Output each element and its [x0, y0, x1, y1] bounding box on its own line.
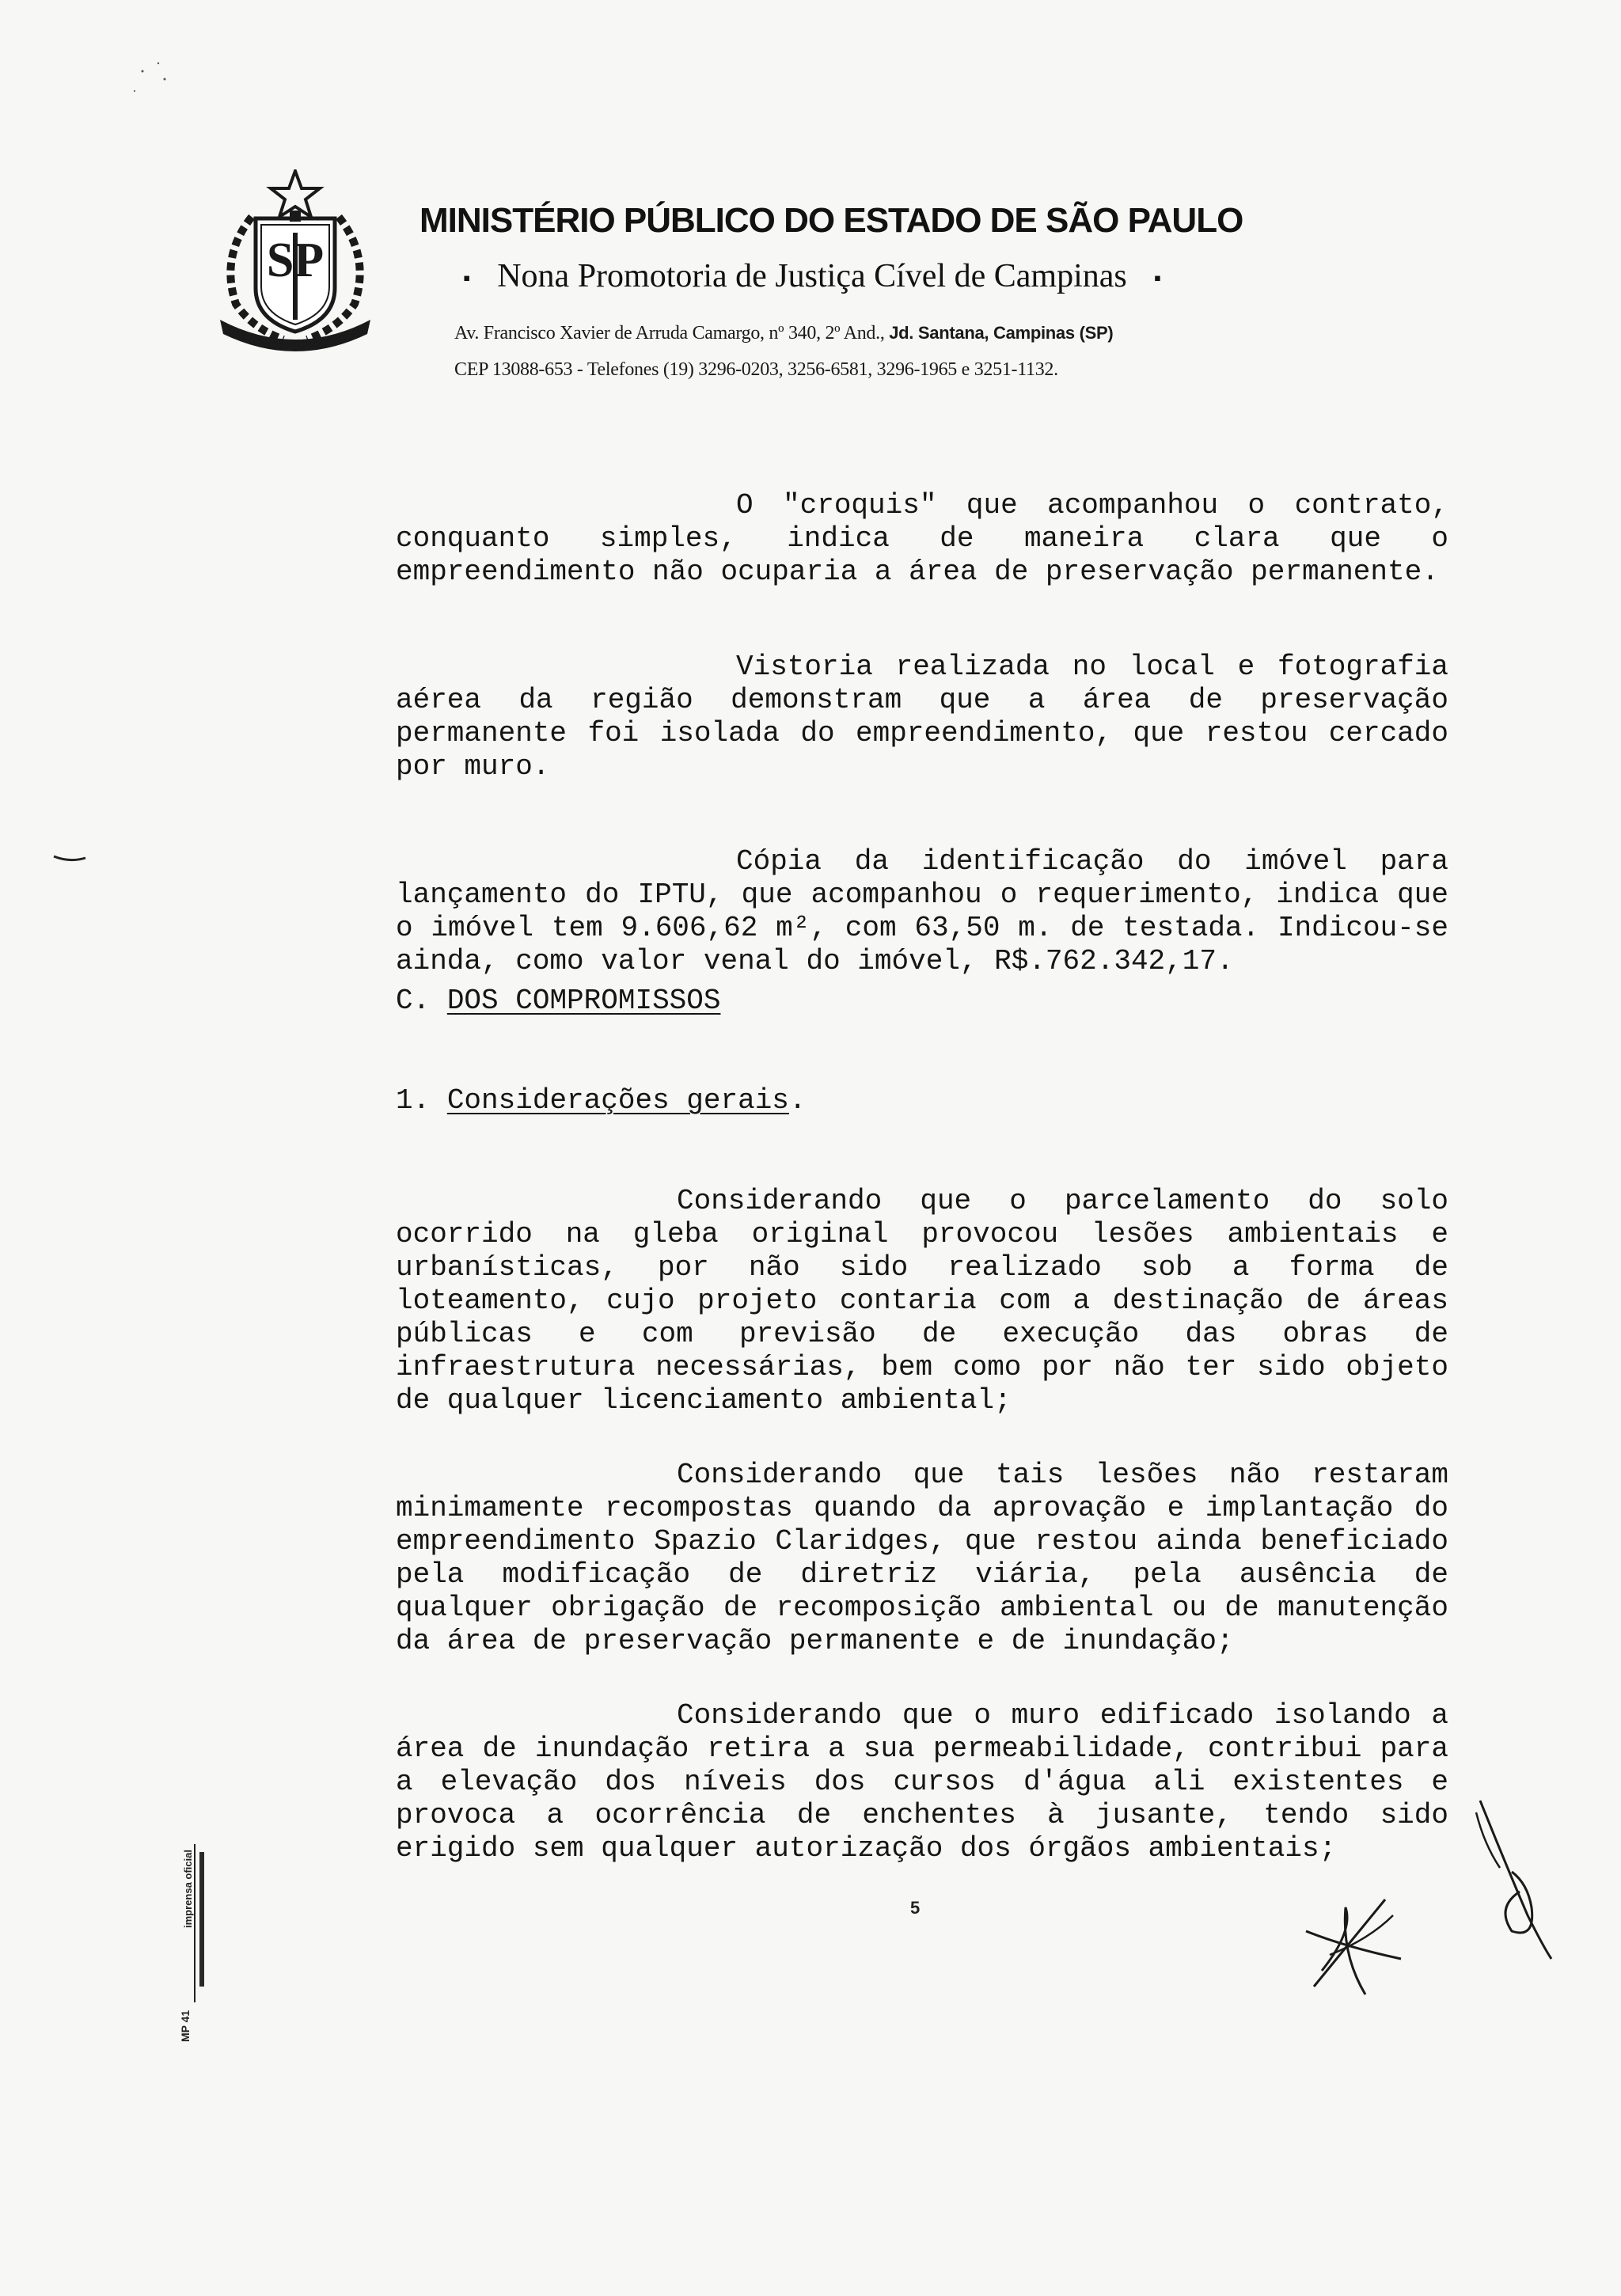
- coat-of-arms-seal: [212, 169, 378, 353]
- considerando-2: Considerando que tais lesões não restaram minimamente recompostas quando da aprovação e implantação do empreendimento Spazio Claridges, que restou ainda beneficiado pela modificação de diretriz viária, pela ausência de qualquer obrigação de recomposição ambiental ou de manutenção da área de preservação permanente e de inundação;: [396, 1459, 1448, 1657]
- paragraph-iptu: Cópia da identificação do imóvel para lançamento do IPTU, que acompanhou o requerimento, indica que o imóvel tem 9.606,62 m², com 63,50 m. de testada. Indicou-se ainda, como valor venal do imóvel, R$.762.342,17.: [396, 845, 1448, 977]
- considerando-1: Considerando que o parcelamento do solo ocorrido na gleba original provocou lesões ambientais e urbanísticas, por não sido realizado sob a forma de loteamento, cujo projeto contaria com a destinação de áreas públicas e com previsão de execução das obras de infraestrutura necessárias, bem como por não ter sido objeto de qualquer licenciamento ambiental;: [396, 1185, 1448, 1417]
- bullet-right: ▪: [1153, 267, 1161, 290]
- bullet-left: ▪: [463, 267, 471, 290]
- letterhead-phones: CEP 13088-653 - Telefones (19) 3296-0203, 3256-6581, 3296-1965 e 3251-1132.: [454, 359, 1058, 380]
- address-text: Av. Francisco Xavier de Arruda Camargo, nº 340, 2º And.,: [454, 323, 890, 343]
- margin-dash: [52, 853, 87, 863]
- subsection-title-consideracoes: Considerações gerais: [446, 1084, 789, 1117]
- subsection-heading-1: 1. Considerações gerais.: [396, 1084, 807, 1117]
- section-title-compromissos: DOS COMPROMISSOS: [446, 985, 721, 1017]
- letterhead-subtitle-row: [463, 257, 1334, 295]
- letterhead-address: [454, 323, 1325, 344]
- paragraph-vistoria: Vistoria realizada no local e fotografia aérea da região demonstram que a área de preservação permanente foi isolada do empreendimento, que restou cercado por muro.: [396, 651, 1448, 783]
- body-considerandos: [396, 1185, 1448, 1907]
- seal-letters: SP: [266, 233, 325, 287]
- side-label-imprensa: imprensa oficial: [182, 1850, 194, 1928]
- scan-specks: [127, 47, 190, 103]
- letterhead-subtitle: Nona Promotoria de Justiça Cível de Campinas: [497, 258, 1127, 294]
- letterhead-title: MINISTÉRIO PÚBLICO DO ESTADO DE SÃO PAULO: [419, 201, 1243, 240]
- handwritten-signature: [1472, 1797, 1559, 1963]
- considerando-3: Considerando que o muro edificado isolando a área de inundação retira a sua permeabilidade, contribui para a elevação dos níveis dos cursos d'água ali existentes e provoca a ocorrência de enchentes à jusante, tendo sido erigido sem qualquer autorização dos órgãos ambientais;: [396, 1699, 1448, 1865]
- page-number: 5: [910, 1898, 921, 1918]
- body-section-b: [396, 489, 1448, 978]
- address-neighborhood: Jd. Santana, Campinas (SP): [889, 323, 1114, 343]
- side-label-mp: MP 41: [179, 2009, 192, 2042]
- initials-signature: [1298, 1884, 1409, 2002]
- paragraph-croquis: O "croquis" que acompanhou o contrato, conquanto simples, indica de maneira clara que o empreendimento não ocuparia a área de preservação permanente.: [396, 489, 1448, 588]
- section-heading-c: C. DOS COMPROMISSOS: [396, 985, 721, 1017]
